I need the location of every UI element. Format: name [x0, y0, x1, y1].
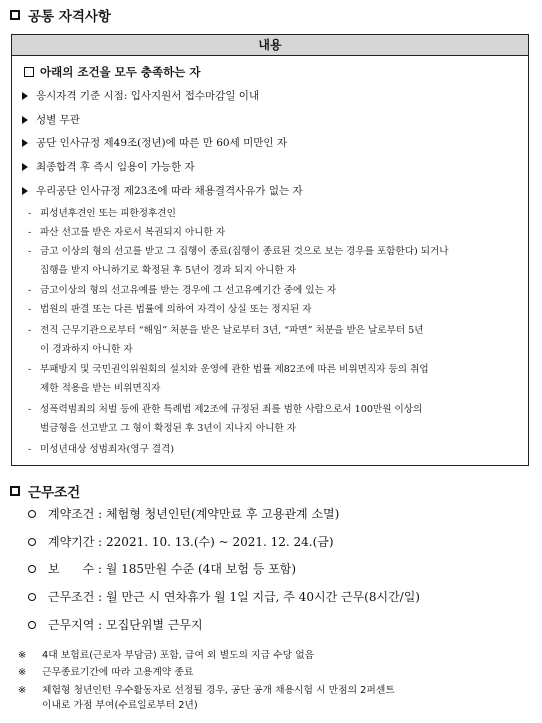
- section-title-text: 근무조건: [28, 485, 81, 501]
- condition-item: 최종합격 후 즉시 임용이 가능한 자: [22, 159, 195, 174]
- note-item: ※ 체험형 청년인턴 우수활동자로 선정될 경우, 공단 공개 채용시험 시 만점의 2퍼센트 이내로 가점 부여(수료일로부터 2년): [18, 685, 395, 711]
- disqualification-item: - 전직 근무기관으로부터 “해임” 처분을 받은 날로부터 3년, “파면” 처분을 받은 날로부터 5년 이 경과하지 아니한 자: [28, 325, 424, 355]
- section-title-common: [10, 5, 111, 25]
- triangle-bullet-icon: [22, 116, 28, 124]
- circle-bullet-icon: [28, 538, 36, 546]
- table-header: 내용: [12, 35, 528, 56]
- note-item: ※ 4대 보험료(근로자 부담금) 포함, 급여 외 별도의 지급 수당 없음: [18, 650, 315, 661]
- section-title-work: [10, 481, 80, 501]
- sub-title-text: 아래의 조건을 모두 충족하는 자: [40, 65, 201, 79]
- triangle-bullet-icon: [22, 139, 28, 147]
- disqualification-item: - 성폭력범죄의 처벌 등에 관한 특례법 제2조에 규정된 죄를 범한 사람으로서 100만원 이상의 벌금형을 선고받고 그 형이 확정된 후 3년이 지나지 아니한 자: [28, 404, 423, 434]
- disqualification-item: - 미성년대상 성범죄자(영구 결격): [28, 444, 175, 455]
- disqualification-item: - 법원의 판결 또는 다른 법률에 의하여 자격이 상실 또는 정지된 자: [28, 304, 312, 315]
- disqualification-item: - 파산 선고를 받은 자로서 복권되지 아니한 자: [28, 227, 226, 238]
- triangle-bullet-icon: [22, 92, 28, 100]
- condition-item: 공단 인사규정 제49조(정년)에 따른 만 60세 미만인 자: [22, 135, 287, 150]
- sub-title: [24, 64, 200, 80]
- disqualification-item: - 금고 이상의 형의 선고를 받고 그 집행이 종료(집행이 종료된 것으로 보는 경우를 포함한다) 되거나 집행을 받지 아니하기로 확정된 후 5년이 경과 되지 아니한 자: [28, 246, 449, 276]
- triangle-bullet-icon: [22, 163, 28, 171]
- circle-bullet-icon: [28, 510, 36, 518]
- section-title-text: 공통 자격사항: [28, 9, 111, 25]
- note-item: ※ 근무종료기간에 따라 고용계약 종료: [18, 667, 194, 678]
- condition-item: 우리공단 인사규정 제23조에 따라 채용결격사유가 없는 자: [22, 183, 303, 198]
- work-condition-item: 계약조건 : 체험형 청년인턴(계약만료 후 고용관계 소멸): [28, 505, 339, 522]
- square-bullet-icon: [10, 486, 20, 496]
- work-condition-item: 근무지역 : 모집단위별 근무지: [28, 616, 203, 633]
- work-condition-item: 근무조건 : 월 만근 시 연차휴가 월 1일 지급, 주 40시간 근무(8시간/일): [28, 588, 420, 605]
- circle-bullet-icon: [28, 593, 36, 601]
- work-condition-item: 계약기간 : 22021. 10. 13.(수) ~ 2021. 12. 24.(금): [28, 533, 334, 550]
- qualification-table: [11, 34, 529, 466]
- circle-bullet-icon: [28, 565, 36, 573]
- condition-item: 성별 무관: [22, 112, 80, 127]
- condition-item: 응시자격 기준 시점: 입사지원서 접수마감일 이내: [22, 88, 259, 103]
- disqualification-item: - 부패방지 및 국민권익위원회의 설치와 운영에 관한 법률 제82조에 따른 비위면직자 등의 취업 제한 적용을 받는 비위면직자: [28, 364, 429, 394]
- disqualification-item: - 금고이상의 형의 선고유예를 받는 경우에 그 선고유예기간 중에 있는 자: [28, 285, 337, 296]
- square-bullet-icon: [10, 10, 20, 20]
- work-condition-item: 보 수 : 월 185만원 수준 (4대 보험 등 포함): [28, 560, 296, 577]
- triangle-bullet-icon: [22, 187, 28, 195]
- square-bullet-icon: [24, 67, 34, 77]
- circle-bullet-icon: [28, 621, 36, 629]
- disqualification-item: - 피성년후견인 또는 피한정후견인: [28, 208, 176, 219]
